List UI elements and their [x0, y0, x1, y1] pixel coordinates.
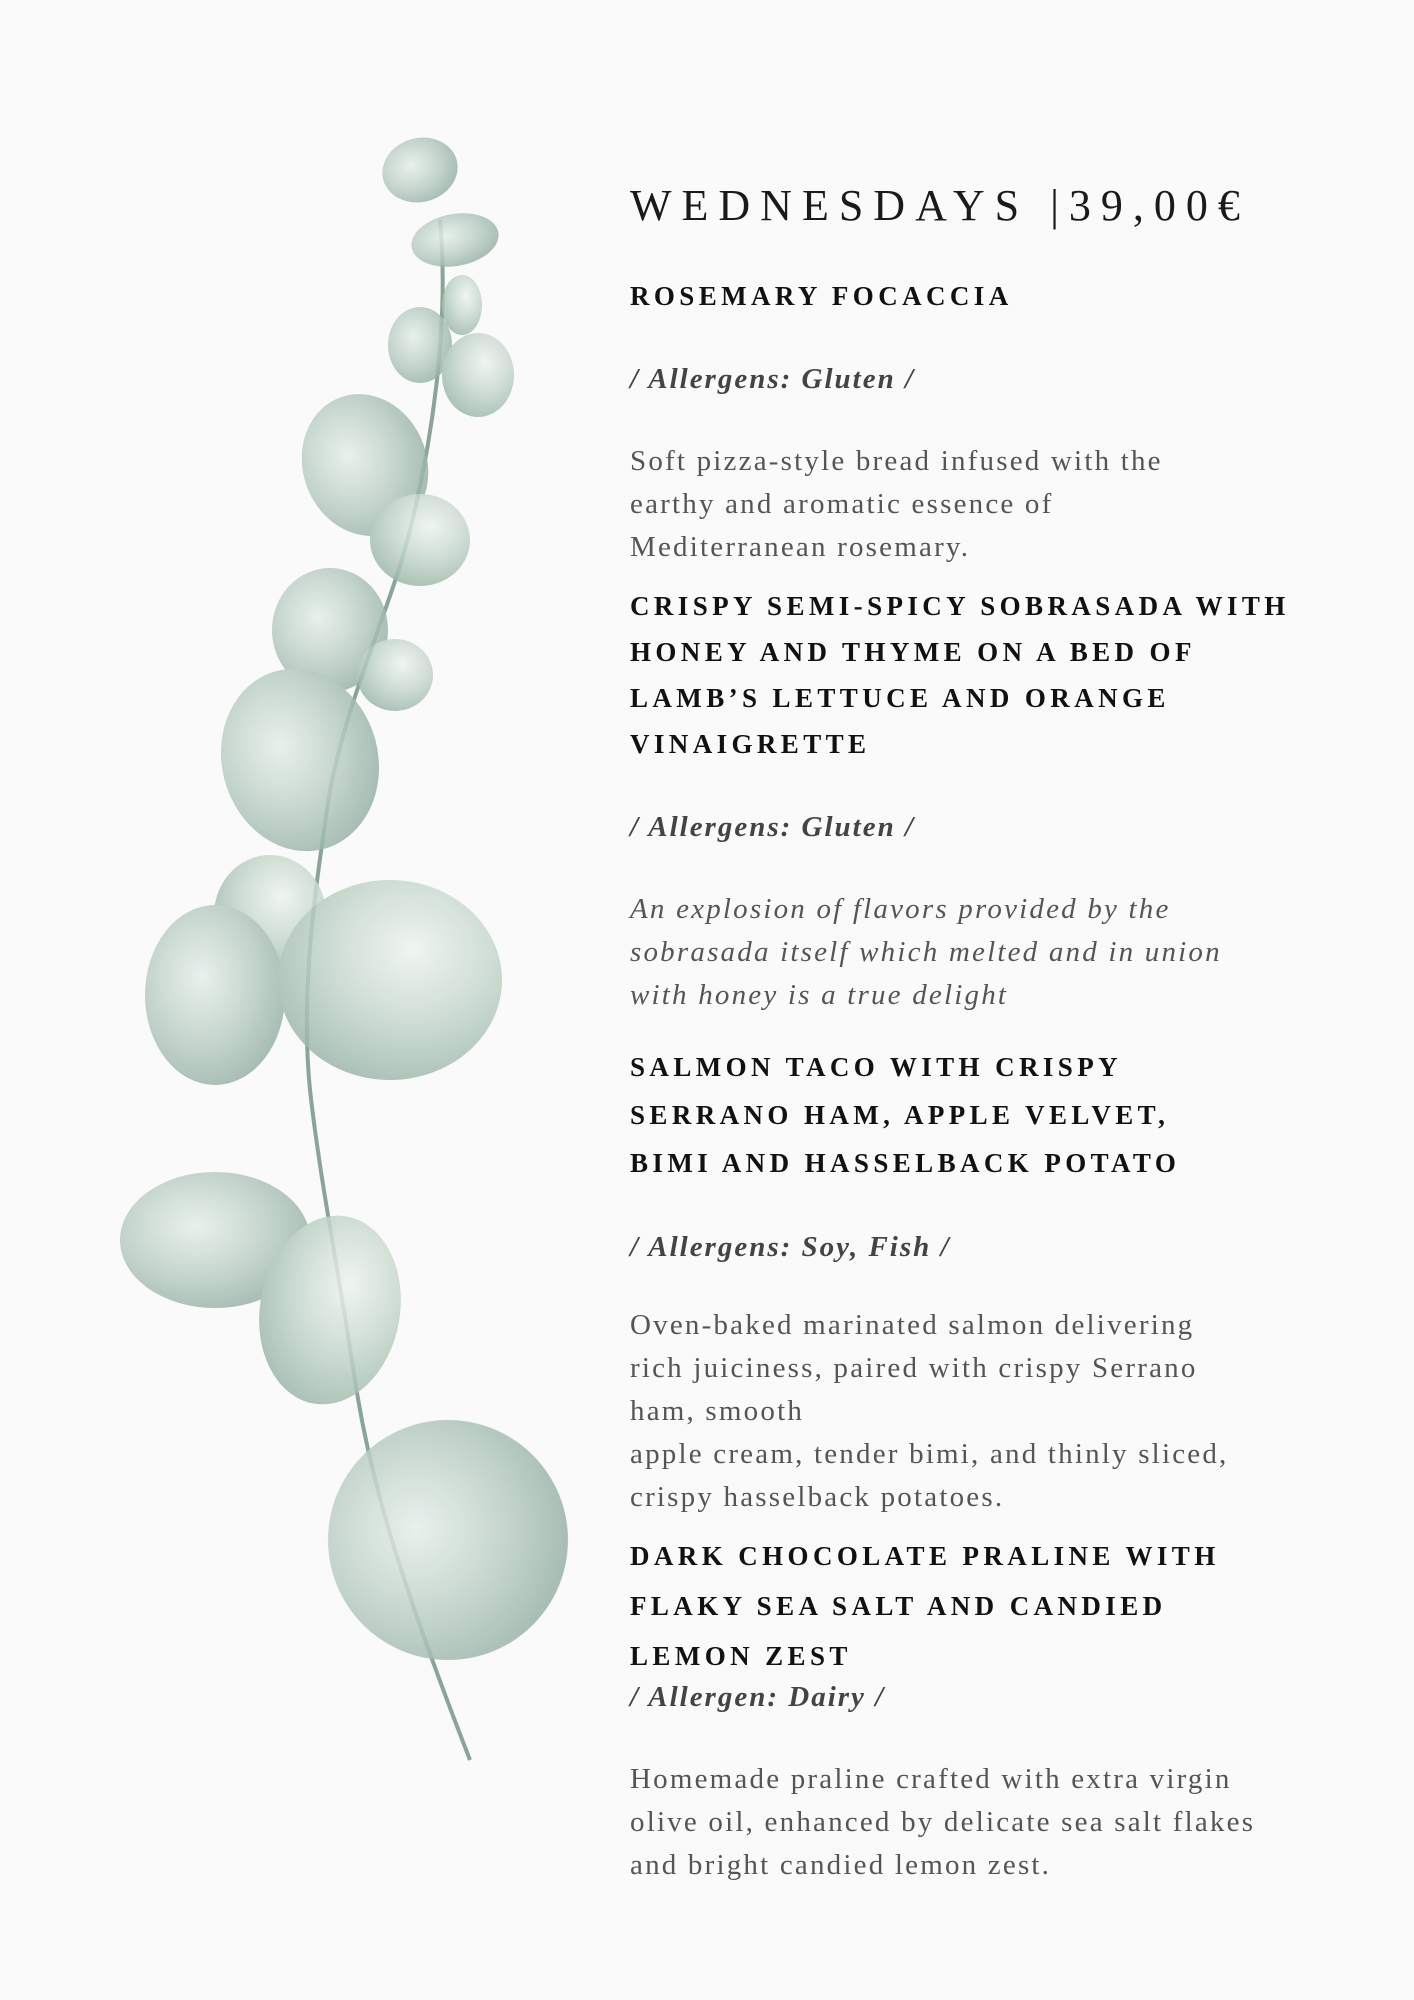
dish-name-line: DARK CHOCOLATE PRALINE WITH — [630, 1541, 1220, 1571]
desc-line: Soft pizza-style bread infused with the — [630, 445, 1163, 477]
dish-name-line: CRISPY SEMI-SPICY SOBRASADA WITH — [630, 591, 1290, 621]
desc-line: sobrasada itself which melted and in union — [630, 936, 1222, 968]
dish-description — [630, 1758, 1370, 1887]
dish-rosemary-focaccia — [630, 273, 1370, 569]
dish-name-line: LAMB’S LETTUCE AND ORANGE — [630, 683, 1170, 713]
leaf — [357, 639, 433, 711]
desc-line: apple cream, tender bimi, and thinly sliced, — [630, 1438, 1229, 1470]
desc-line: earthy and aromatic essence of — [630, 488, 1054, 520]
dish-name-line: LEMON ZEST — [630, 1641, 852, 1671]
dish-name-line: VINAIGRETTE — [630, 729, 871, 759]
desc-line: Homemade praline crafted with extra virgin — [630, 1763, 1232, 1795]
desc-line: crispy hasselback potatoes. — [630, 1481, 1005, 1513]
dish-salmon-taco — [630, 1043, 1370, 1519]
leaf — [375, 130, 465, 211]
leaf — [278, 880, 502, 1080]
leaf — [442, 275, 482, 335]
dish-name — [630, 1531, 1370, 1681]
desc-line: olive oil, enhanced by delicate sea salt flakes — [630, 1806, 1256, 1838]
dish-name-line: BIMI AND HASSELBACK POTATO — [630, 1148, 1181, 1178]
leaf — [442, 333, 514, 417]
dish-description — [630, 888, 1370, 1017]
dish-sobrasada — [630, 583, 1370, 1017]
dish-name-line: HONEY AND THYME ON A BED OF — [630, 637, 1196, 667]
menu-title: WEDNESDAYS |39,00€ — [630, 181, 1250, 230]
dish-allergens: / Allergen: Dairy / — [630, 1681, 886, 1713]
leaf — [145, 905, 285, 1085]
desc-line: An explosion of flavors provided by the — [630, 893, 1171, 925]
desc-line: with honey is a true delight — [630, 979, 1009, 1011]
dish-name-line: SERRANO HAM, APPLE VELVET, — [630, 1100, 1170, 1130]
desc-line: Oven-baked marinated salmon delivering — [630, 1309, 1195, 1341]
dish-name-line: ROSEMARY FOCACCIA — [630, 281, 1013, 311]
dish-name-line: FLAKY SEA SALT AND CANDIED — [630, 1591, 1167, 1621]
leaf — [407, 207, 503, 273]
dish-chocolate-praline — [630, 1531, 1370, 1887]
dish-allergens: / Allergens: Gluten / — [630, 811, 916, 843]
dish-description — [630, 440, 1370, 569]
dish-description — [630, 1304, 1370, 1519]
leaf — [289, 1381, 608, 1700]
dish-name — [630, 273, 1370, 319]
dish-allergens: / Allergens: Soy, Fish / — [630, 1231, 951, 1263]
menu — [630, 180, 1370, 1887]
dish-name-line: SALMON TACO WITH CRISPY — [630, 1052, 1123, 1082]
dish-allergens: / Allergens: Gluten / — [630, 363, 916, 395]
desc-line: Mediterranean rosemary. — [630, 531, 971, 563]
desc-line: rich juiciness, paired with crispy Serrano — [630, 1352, 1198, 1384]
dish-name — [630, 1043, 1370, 1187]
dish-name — [630, 583, 1370, 767]
desc-line: ham, smooth — [630, 1395, 805, 1427]
leaf — [370, 494, 470, 586]
desc-line: and bright candied lemon zest. — [630, 1849, 1052, 1881]
eucalyptus-illustration — [100, 130, 620, 1890]
